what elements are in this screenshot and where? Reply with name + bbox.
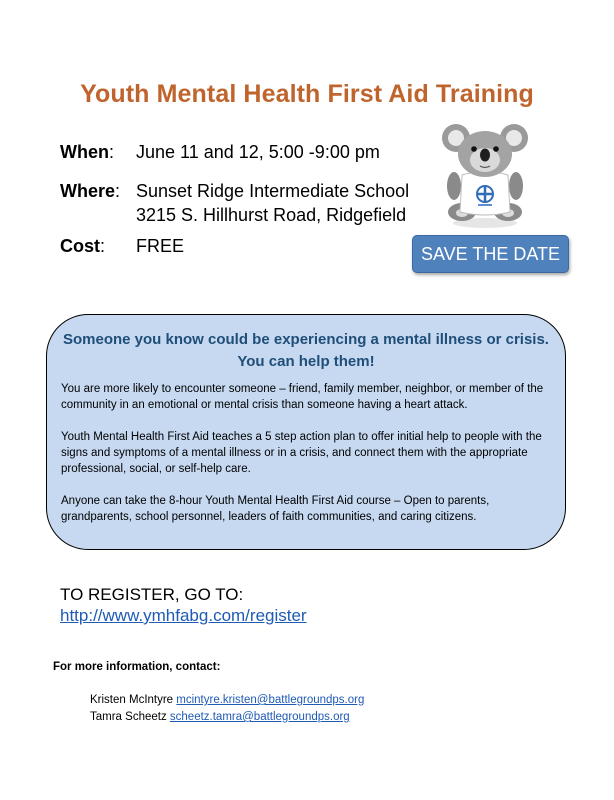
page-title: Youth Mental Health First Aid Training (80, 80, 534, 108)
cost-label: Cost: (60, 236, 106, 256)
callout-heading-line1: Someone you know could be experiencing a mental illness or crisis. (63, 331, 549, 348)
contact-email-link[interactable]: scheetz.tamra@battlegroundps.org (169, 711, 350, 723)
when-value: June 11 and 12, 5:00 -9:00 pm (136, 142, 380, 162)
where-value-line2: 3215 S. Hillhurst Road, Ridgefield (136, 205, 407, 225)
where-value-line1: Sunset Ridge Intermediate School (136, 181, 410, 201)
callout-heading (61, 329, 551, 373)
contact-row (90, 694, 364, 706)
more-info-label: For more information, contact: (53, 661, 221, 673)
contact-name: Tamra Scheetz (90, 711, 167, 723)
register-label: TO REGISTER, GO TO: (60, 585, 244, 604)
where-label: Where: (60, 181, 121, 201)
info-callout (46, 314, 566, 550)
callout-paragraph: Youth Mental Health First Aid teaches a 5 step action plan to offer initial help to people with the signs and symptoms of a mental illness or in a crisis, and connect them with the appropriate professional, social, or self-help care. (61, 431, 542, 475)
callout-paragraph: You are more likely to encounter someone – friend, family member, neighbor, or member of the community in an emotional or mental crisis than someone having a heart attack. (61, 383, 544, 411)
save-the-date-button[interactable]: SAVE THE DATE (412, 235, 569, 273)
contact-row (90, 711, 350, 723)
when-label: When: (60, 142, 115, 162)
contact-email-link[interactable]: mcintyre.kristen@battlegroundps.org (176, 694, 365, 706)
koala-plush-icon (440, 120, 530, 230)
callout-paragraph: Anyone can take the 8-hour Youth Mental Health First Aid course – Open to parents, grandparents, school personnel, leaders of faith communities, and caring citizens. (61, 495, 490, 523)
cost-value: FREE (136, 236, 185, 256)
callout-heading-line2: You can help them! (237, 353, 375, 370)
register-link[interactable]: http://www.ymhfabg.com/register (60, 606, 307, 625)
contact-name: Kristen McIntyre (90, 694, 174, 706)
